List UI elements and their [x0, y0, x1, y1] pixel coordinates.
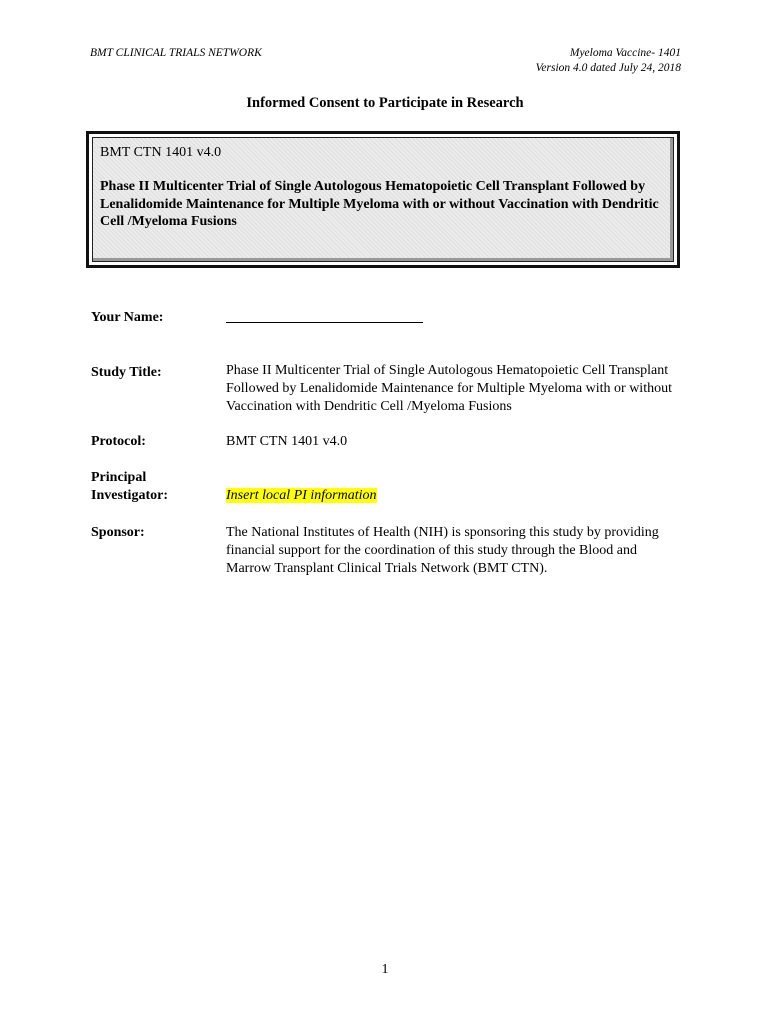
your-name-label: Your Name: — [91, 310, 164, 325]
title-box-protocol-code: BMT CTN 1401 v4.0 — [100, 145, 222, 160]
pi-label-line-2: Investigator: — [91, 488, 168, 503]
title-box-study-title: Phase II Multicenter Trial of Single Autologous Hematopoietic Cell Transplant Followed by Lenalidomide Maintenance for Multiple Myeloma with or without Vaccination with Dendritic Cell /Myeloma Fusions — [100, 179, 659, 229]
page-number: 1 — [381, 962, 389, 977]
protocol-value: BMT CTN 1401 v4.0 — [226, 434, 348, 449]
title-box — [86, 131, 680, 268]
protocol-label: Protocol: — [91, 434, 146, 449]
header-protocol-name: Myeloma Vaccine- 1401 — [569, 47, 681, 59]
sponsor-label: Sponsor: — [91, 525, 145, 540]
header-version-date: Version 4.0 dated July 24, 2018 — [535, 62, 681, 74]
principal-investigator-label — [91, 469, 168, 505]
title-box-inner — [92, 137, 674, 262]
principal-investigator-value — [226, 487, 686, 505]
header-network-name: BMT CLINICAL TRIALS NETWORK — [90, 47, 262, 59]
pi-label-line-1: Principal — [91, 470, 147, 485]
study-title-value: Phase II Multicenter Trial of Single Autologous Hematopoietic Cell Transplant Followed by Lenalidomide Maintenance for Multiple Myeloma with or without Vaccination with Dendritic Cell /Myeloma Fusions — [226, 363, 672, 414]
document-title: Informed Consent to Participate in Research — [246, 95, 524, 111]
pi-placeholder-highlight: Insert local PI information — [226, 488, 377, 503]
your-name-signature-line[interactable] — [226, 322, 423, 323]
study-title-label: Study Title: — [91, 365, 162, 380]
sponsor-value: The National Institutes of Health (NIH) is sponsoring this study by providing financial support for the coordination of this study through the Blood and Marrow Transplant Clinical Trials Network (BMT CTN). — [226, 525, 659, 576]
header-version-info — [536, 46, 681, 76]
